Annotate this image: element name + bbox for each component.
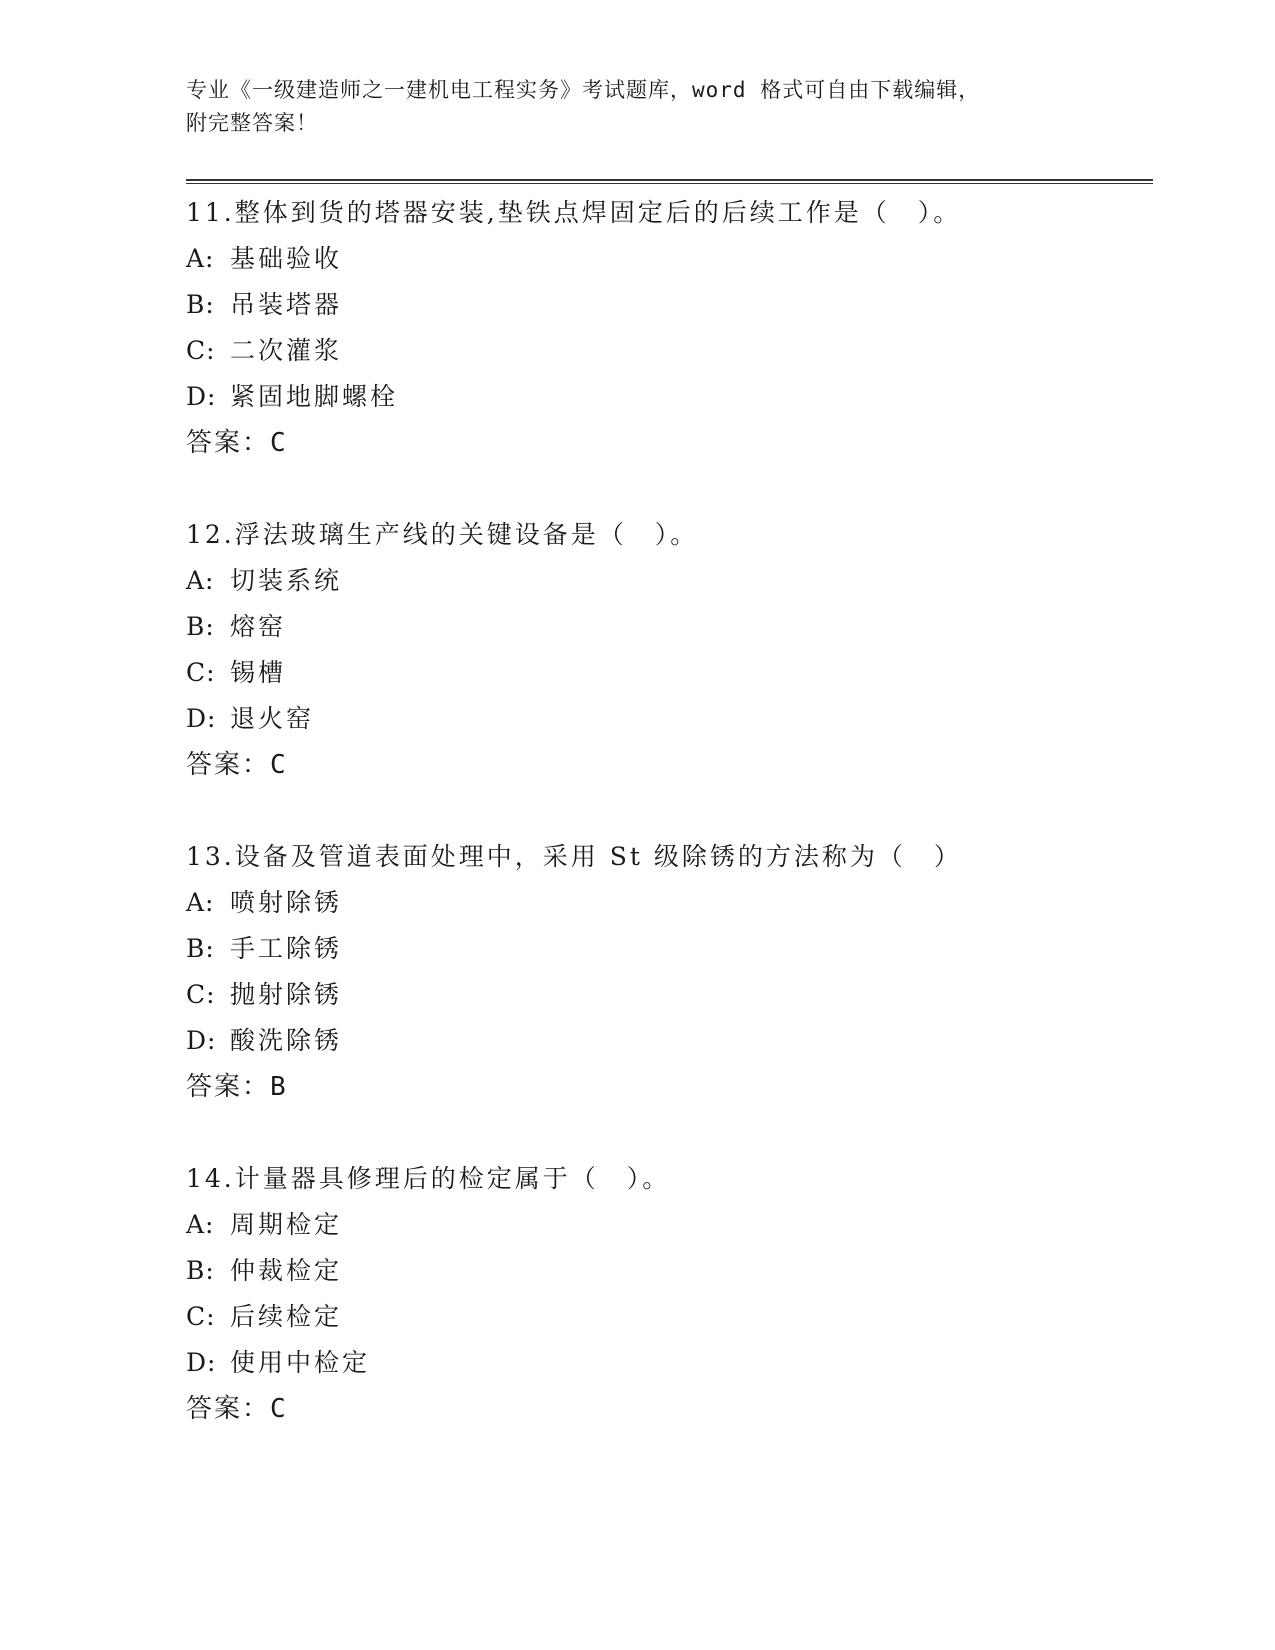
option-text: 熔窑 — [230, 612, 287, 641]
option-text: 基础验收 — [230, 244, 343, 273]
option-text: 仲裁检定 — [230, 1256, 343, 1285]
option-letter: A: — [186, 244, 215, 273]
option-letter: B: — [186, 612, 215, 641]
option-letter: A: — [186, 888, 215, 917]
option-text: 手工除锈 — [230, 934, 343, 963]
answer-line: 答案：C — [186, 750, 288, 780]
option-letter: C: — [186, 980, 216, 1009]
answer-line: 答案：B — [186, 1072, 288, 1102]
header-line-2: 附完整答案！ — [186, 111, 318, 135]
option-text: 吊装塔器 — [230, 290, 343, 319]
question-stem: 14.计量器具修理后的检定属于（ ）。 — [186, 1164, 671, 1193]
question-12 — [186, 512, 1146, 788]
option-a — [186, 1202, 1146, 1248]
question-11 — [186, 190, 1146, 466]
option-c — [186, 328, 1146, 374]
option-text: 使用中检定 — [230, 1348, 371, 1377]
option-text: 喷射除锈 — [230, 888, 343, 917]
option-d — [186, 374, 1146, 420]
option-letter: D: — [186, 382, 217, 411]
option-text: 二次灌浆 — [230, 336, 343, 365]
option-c — [186, 650, 1146, 696]
option-letter: B: — [186, 1256, 215, 1285]
question-stem: 11.整体到货的塔器安装,垫铁点焊固定后的后续工作是（ ）。 — [186, 198, 962, 227]
question-13 — [186, 834, 1146, 1110]
option-letter: B: — [186, 934, 215, 963]
question-14 — [186, 1156, 1146, 1432]
option-text: 退火窑 — [230, 704, 315, 733]
answer-line: 答案：C — [186, 428, 288, 458]
option-a — [186, 236, 1146, 282]
option-letter: C: — [186, 1302, 216, 1331]
answer-line: 答案：C — [186, 1394, 288, 1424]
option-letter: D: — [186, 704, 217, 733]
option-letter: C: — [186, 658, 216, 687]
document-header — [186, 74, 1086, 140]
option-a — [186, 880, 1146, 926]
header-divider — [186, 179, 1153, 184]
option-d — [186, 1018, 1146, 1064]
option-text: 周期检定 — [230, 1210, 343, 1239]
option-text: 酸洗除锈 — [230, 1026, 343, 1055]
option-c — [186, 1294, 1146, 1340]
option-d — [186, 1340, 1146, 1386]
option-letter: A: — [186, 566, 215, 595]
option-b — [186, 604, 1146, 650]
header-line-1: 专业《一级建造师之一建机电工程实务》考试题库，word 格式可自由下载编辑， — [186, 78, 981, 102]
option-d — [186, 696, 1146, 742]
question-stem: 12.浮法玻璃生产线的关键设备是（ ）。 — [186, 520, 699, 549]
option-letter: C: — [186, 336, 216, 365]
option-b — [186, 282, 1146, 328]
option-text: 后续检定 — [230, 1302, 343, 1331]
option-letter: B: — [186, 290, 215, 319]
option-b — [186, 1248, 1146, 1294]
option-a — [186, 558, 1146, 604]
option-text: 抛射除锈 — [230, 980, 343, 1009]
option-letter: D: — [186, 1026, 217, 1055]
question-stem: 13.设备及管道表面处理中，采用 St 级除锈的方法称为（ ） — [186, 842, 962, 871]
option-text: 锡槽 — [230, 658, 287, 687]
option-b — [186, 926, 1146, 972]
option-text: 切装系统 — [230, 566, 343, 595]
option-text: 紧固地脚螺栓 — [230, 382, 399, 411]
option-c — [186, 972, 1146, 1018]
question-list — [186, 190, 1146, 1478]
option-letter: D: — [186, 1348, 217, 1377]
option-letter: A: — [186, 1210, 215, 1239]
